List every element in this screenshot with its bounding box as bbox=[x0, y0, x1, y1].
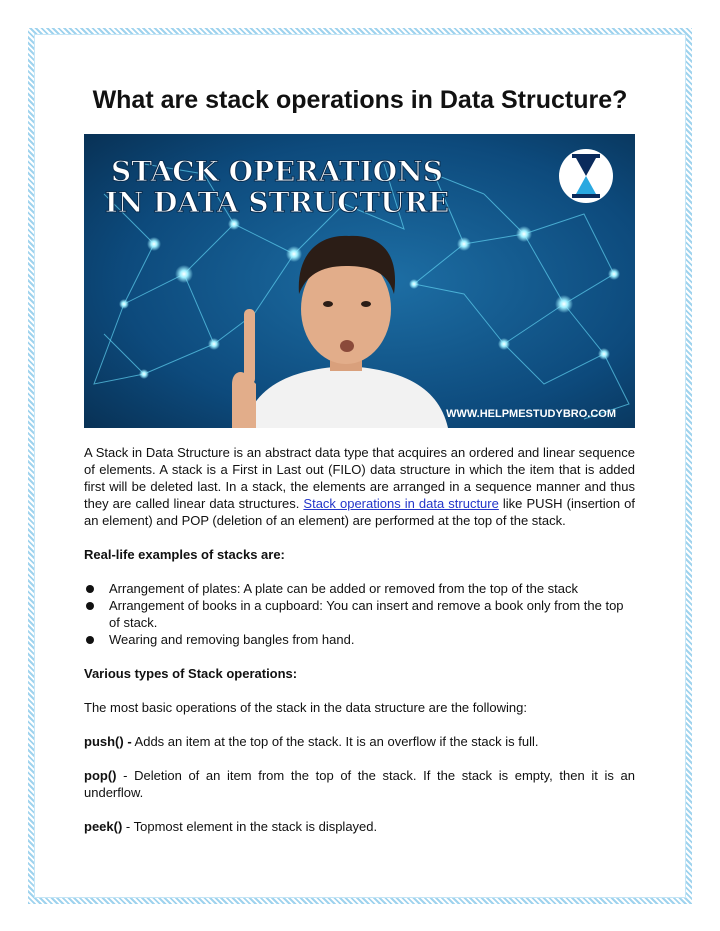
types-heading: Various types of Stack operations: bbox=[84, 666, 298, 681]
hero-headline bbox=[105, 155, 450, 219]
hero-illustration bbox=[84, 134, 635, 428]
intro-text: A Stack in Data Structure is an abstract data type that acquires an ordered and linear sequence of elements. A stack is a First in Last out (FILO) data structure in which the item that is added first will be deleted last. In a stack, the elements are arranged in a sequence manner and thus they are called linear data structures. bbox=[84, 445, 635, 511]
hero-website: WWW.HELPMESTUDYBRO.COM bbox=[446, 408, 616, 420]
hourglass-logo-icon bbox=[559, 149, 613, 203]
bullet-dot-icon bbox=[86, 602, 94, 610]
examples-heading: Real-life examples of stacks are: bbox=[84, 547, 285, 562]
operation-name: peek() bbox=[84, 819, 123, 834]
hero-headline-line1: STACK OPERATIONS bbox=[110, 155, 444, 188]
operation-peek bbox=[84, 818, 635, 835]
hero-headline-line2: IN DATA STRUCTURE bbox=[104, 186, 450, 219]
operation-desc: - Topmost element in the stack is displayed. bbox=[122, 819, 378, 834]
list-item: Arrangement of plates: A plate can be added or removed from the top of the stack bbox=[84, 580, 635, 597]
operation-desc: - Deletion of an item from the top of the stack. If the stack is empty, then it is an underflow. bbox=[84, 768, 635, 800]
bullet-dot-icon bbox=[86, 636, 94, 644]
article-body bbox=[84, 444, 635, 835]
stack-operations-link[interactable]: Stack operations in data structure bbox=[303, 496, 499, 511]
intro-paragraph bbox=[84, 444, 635, 529]
intro-text-end: like PUSH (insertion of an element) and POP (deletion of an element) are performed at the top of the stack. bbox=[84, 496, 635, 528]
operation-name: pop() bbox=[84, 768, 117, 783]
operation-pop bbox=[84, 767, 635, 801]
list-item: Wearing and removing bangles from hand. bbox=[84, 631, 635, 648]
operation-push bbox=[84, 733, 635, 750]
types-intro: The most basic operations of the stack in the data structure are the following: bbox=[84, 700, 527, 715]
operation-name: push() - bbox=[84, 734, 132, 749]
examples-list bbox=[84, 580, 635, 648]
page-title: What are stack operations in Data Structure? bbox=[92, 86, 628, 114]
hero-banner bbox=[84, 134, 635, 428]
bullet-dot-icon bbox=[86, 585, 94, 593]
list-item: Arrangement of books in a cupboard: You can insert and remove a book only from the top of stack. bbox=[84, 597, 635, 631]
operation-desc: Adds an item at the top of the stack. It is an overflow if the stack is full. bbox=[131, 734, 539, 749]
